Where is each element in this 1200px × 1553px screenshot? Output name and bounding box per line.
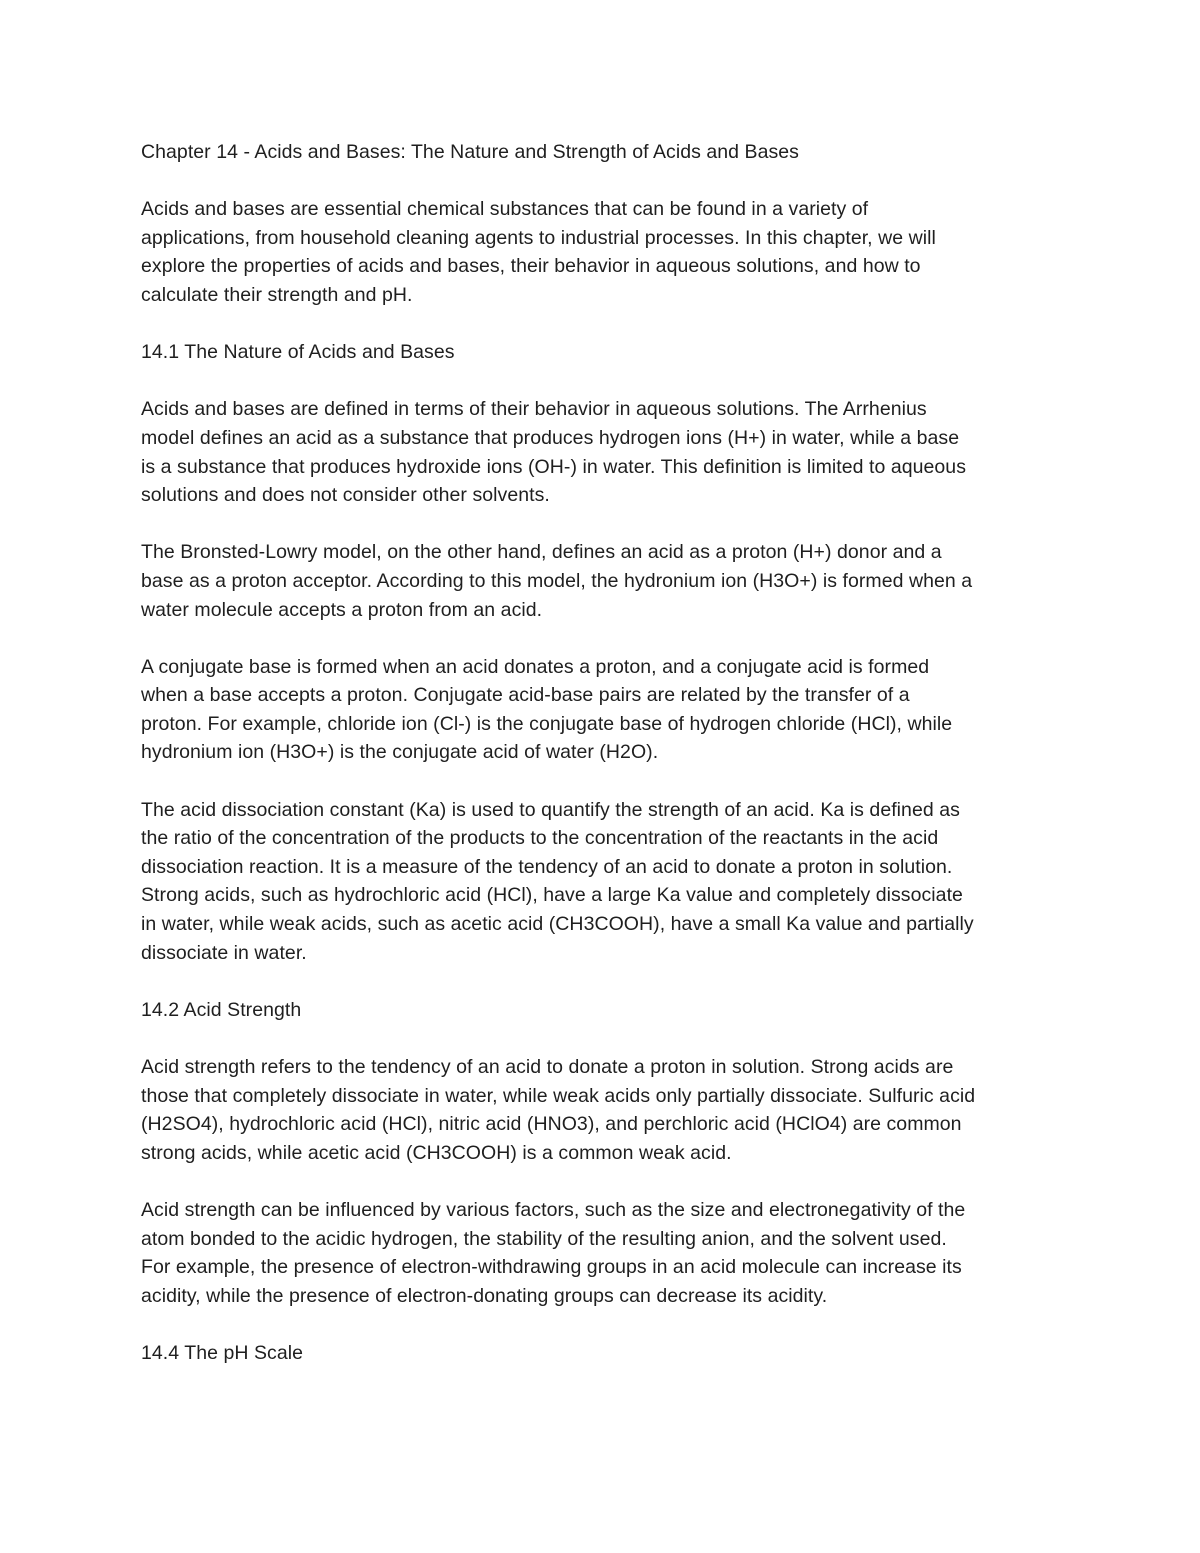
acid-strength-paragraph: Acid strength refers to the tendency of an acid to donate a proton in solution. Strong acids are those that completely dissociate in water, while weak acids only partially dissociate. Sulfuric acid (H2SO4), hydrochloric acid (HCl), nitric acid (HNO3), and perchloric acid (HClO4) are common strong acids, while acetic acid (CH3COOH) is a common weak acid.	[141, 1056, 976, 1164]
document-title: Chapter 14 - Acids and Bases: The Nature and Strength of Acids and Bases	[141, 141, 799, 163]
section-14-1-heading: 14.1 The Nature of Acids and Bases	[141, 341, 455, 364]
bronsted-lowry-paragraph: The Bronsted-Lowry model, on the other hand, defines an acid as a proton (H+) donor and a base as a proton acceptor. According to this model, the hydronium ion (H3O+) is formed when a water molecule accepts a proton from an acid.	[141, 541, 973, 621]
section-14-2-heading: 14.2 Acid Strength	[141, 998, 302, 1021]
arrhenius-paragraph: Acids and bases are defined in terms of their behavior in aqueous solutions. The Arrhenius model defines an acid as a substance that produces hydrogen ions (H+) in water, while a base is a substance that produces hydroxide ions (OH-) in water. This definition is limited to aqueous solutions and does not consider other solvents.	[141, 398, 966, 507]
document-page	[141, 138, 1076, 1368]
conjugate-pairs-paragraph: A conjugate base is formed when an acid donates a proton, and a conjugate acid is formed when a base accepts a proton. Conjugate acid-base pairs are related by the transfer of a proton. For example, chloride ion (Cl-) is the conjugate base of hydrogen chloride (HCl), while hydronium ion (H3O+) is the conjugate acid of water (H2O).	[141, 655, 953, 764]
section-14-4-heading: 14.4 The pH Scale	[141, 1341, 304, 1364]
ka-paragraph: The acid dissociation constant (Ka) is used to quantify the strength of an acid. Ka is defined as the ratio of the concentration of the products to the concentration of the reactants in the acid dissociation reaction. It is a measure of the tendency of an acid to donate a proton in solution. Strong acids, such as hydrochloric acid (HCl), have a large Ka value and completely dissociate in water, while weak acids, such as acetic acid (CH3COOH), have a small Ka value and partially dissociate in water.	[141, 798, 974, 964]
acid-strength-factors-paragraph: Acid strength can be influenced by various factors, such as the size and electronegativity of the atom bonded to the acidic hydrogen, the stability of the resulting anion, and the solvent used. For example, the presence of electron-withdrawing groups in an acid molecule can increase its acidity, while the presence of electron-donating groups can decrease its acidity.	[141, 1198, 966, 1307]
intro-paragraph: Acids and bases are essential chemical substances that can be found in a variety of applications, from household cleaning agents to industrial processes. In this chapter, we will explore the properties of acids and bases, their behavior in aqueous solutions, and how to calculate their strength and pH.	[141, 198, 936, 306]
